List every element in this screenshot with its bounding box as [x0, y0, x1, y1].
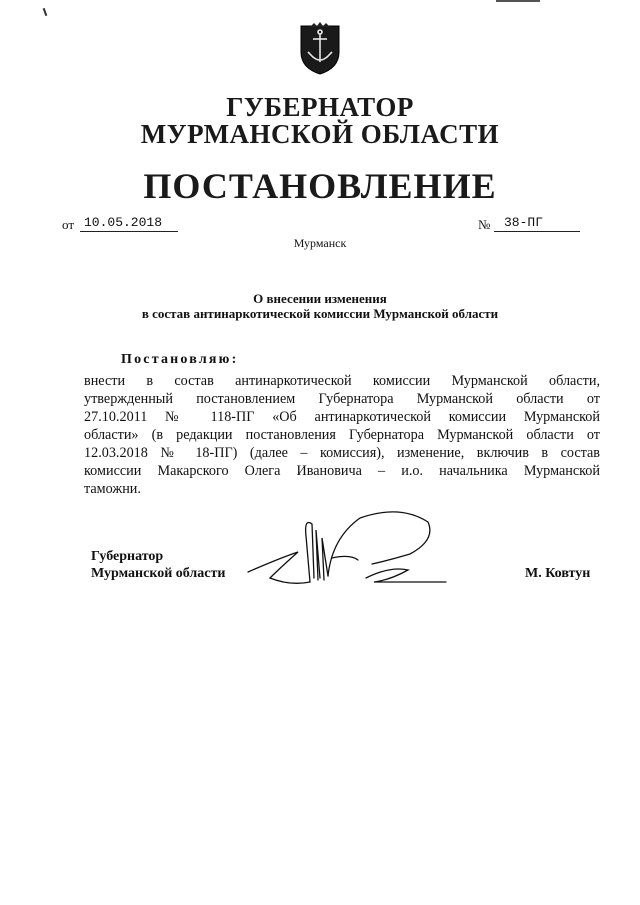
body-line: утвержденный постановлением Губернатора Мурманской области от	[84, 391, 600, 407]
number-underline	[494, 231, 580, 232]
scan-mark	[43, 8, 48, 16]
body-line: 27.10.2011 № 118-ПГ «Об антинаркотической комиссии Мурманской	[84, 409, 600, 425]
body-line: 12.03.2018 № 18-ПГ) (далее – комиссия), изменение, включив в состав	[84, 445, 600, 461]
decree-word: Постановляю:	[121, 352, 239, 367]
body-line: комиссии Макарского Олега Ивановича – и.о. начальника Мурманской	[84, 463, 600, 479]
signer-name: М. Ковтун	[525, 566, 591, 581]
document-number: 38-ПГ	[504, 215, 544, 230]
scan-mark	[496, 0, 540, 2]
signer-title-line1: Губернатор	[91, 549, 164, 564]
body-line: внести в состав антинаркотической комиссии Мурманской области,	[84, 373, 600, 389]
governor-heading-line2: МУРМАНСКОЙ ОБЛАСТИ	[140, 119, 500, 149]
number-prefix: №	[478, 217, 491, 232]
city: Мурманск	[293, 236, 347, 250]
body-line: области» (в редакции постановления Губернатора Мурманской области от	[84, 427, 600, 443]
subject-line2: в состав антинаркотической комиссии Мурманской области	[141, 306, 499, 321]
document-date: 10.05.2018	[84, 215, 163, 230]
document-title: ПОСТАНОВЛЕНИЕ	[143, 166, 497, 206]
signer-title-line2: Мурманской области	[91, 566, 226, 581]
body-line: таможни.	[84, 481, 141, 497]
date-underline	[80, 231, 178, 232]
governor-heading-line1: ГУБЕРНАТОР	[226, 92, 414, 122]
handwritten-signature	[240, 508, 450, 588]
coat-of-arms-icon	[298, 22, 342, 76]
date-prefix: от	[62, 217, 75, 232]
body-text	[84, 372, 600, 498]
subject-line1: О внесении изменения	[253, 291, 387, 306]
